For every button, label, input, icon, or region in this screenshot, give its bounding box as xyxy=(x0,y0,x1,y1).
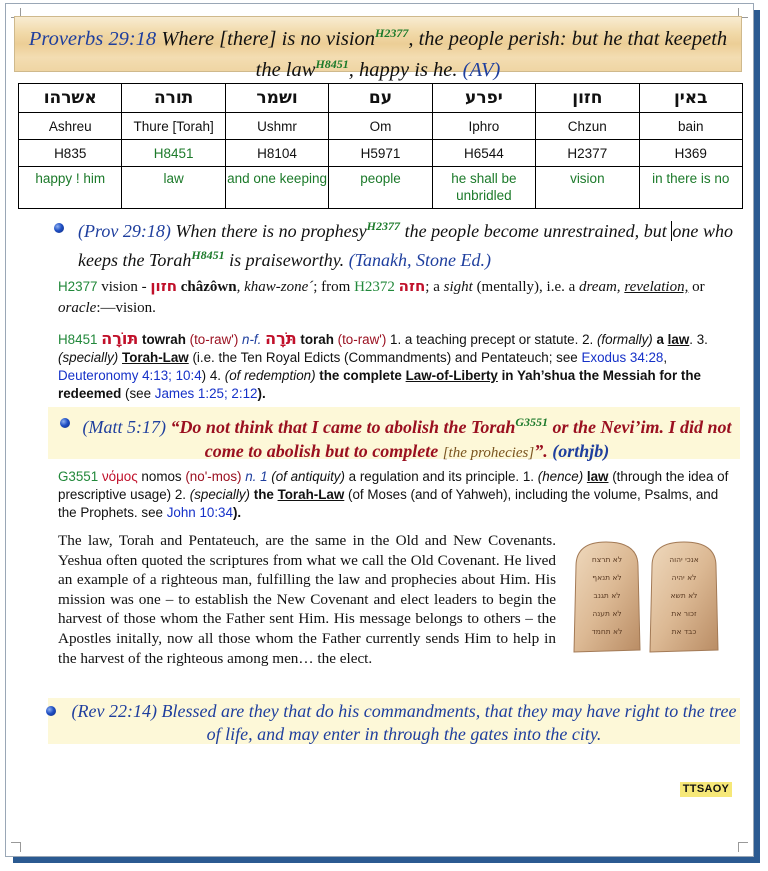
bullet-icon xyxy=(60,418,70,428)
def-text: a regulation and its principle. 1. xyxy=(344,469,538,484)
strongs-number: H2372 xyxy=(354,279,395,295)
hebrew-word: תורה xyxy=(122,84,225,113)
def-text: a xyxy=(652,332,668,347)
revelation-quote xyxy=(68,700,740,746)
meaning-cell: vision xyxy=(536,167,639,209)
def-text: (formally) xyxy=(596,332,653,347)
tablet-line: לא תנאף xyxy=(592,573,622,582)
version-label: (AV) xyxy=(462,58,501,81)
bullet-icon xyxy=(54,223,64,233)
strongs-cell: H8104 xyxy=(225,140,328,167)
scripture-link[interactable]: Exodus 34:28 xyxy=(581,350,664,365)
pronunciation: (to-raw') xyxy=(333,332,387,347)
verse-text: , happy is he. xyxy=(348,58,463,81)
quote-text: the people become unrestrained, but xyxy=(399,221,672,241)
source-label: (Tanakh, Stone Ed.) xyxy=(348,250,492,270)
definition-h8451 xyxy=(58,330,738,403)
greek-word: νόμος xyxy=(98,469,138,484)
def-text: ; a xyxy=(425,279,444,295)
verse-text: , the people perish: but he that keepeth the law xyxy=(255,27,728,81)
def-text: ; from xyxy=(313,279,355,295)
tablet-line: לא תגנב xyxy=(593,591,621,600)
def-text: ) 4. xyxy=(201,368,225,383)
strongs-ref: H8451 xyxy=(315,56,349,71)
hebrew-word: תֹּרָה xyxy=(265,329,297,348)
def-text: sight xyxy=(443,279,473,295)
verse-reference: (Prov 29:18) xyxy=(78,221,171,241)
tablet-line: לא תשא xyxy=(670,591,698,600)
footer-tag: TTSAOY xyxy=(680,782,732,797)
strongs-cell: H6544 xyxy=(432,140,535,167)
strongs-ref: G3551 xyxy=(515,415,549,429)
def-text: the complete xyxy=(315,368,406,383)
hebrew-word: ושמר xyxy=(225,84,328,113)
def-text: (through the idea of prescriptive usage) 2. xyxy=(58,469,729,502)
corner-mark xyxy=(11,842,21,852)
quote-text: or the Nevi’im. I did not come to abolish but to complete xyxy=(204,417,732,461)
def-text: (specially) xyxy=(189,487,251,502)
def-text: (mentally), i.e. a xyxy=(472,279,580,295)
def-text: law xyxy=(667,332,690,347)
pronunciation: (to-raw') xyxy=(185,332,239,347)
verse-reference: (Matt 5:17) xyxy=(82,417,166,437)
def-text: (hence) xyxy=(537,469,584,484)
def-text: , xyxy=(663,350,668,365)
strongs-number: G3551 xyxy=(58,469,99,484)
verse-banner xyxy=(14,16,742,81)
translit: châzôwn xyxy=(177,279,237,295)
quote-note: [the prohecies] xyxy=(442,445,535,461)
quote-text: “Do not think that I came to abolish the Torah xyxy=(165,417,516,437)
commentary-paragraph: The law, Torah and Pentateuch, are the same in the Old and New Covenants. Yeshua often quoted the scriptures from what we call the Old Covenant. He lived an example of a righteous man, fulfilling the law and prophecies about Him. His mission was one – to establish the New Covenant and elect leaders to begin the harvest of those whom the Father sent Him. His message belongs to others – the Apostles initally, now all those whom the Father currently sends Him to help in the harvest of the righteous among men… the elect. xyxy=(58,532,556,667)
def-text: ). xyxy=(232,505,242,520)
verse-text: Where [there] is no vision xyxy=(156,27,376,50)
meaning-cell: people xyxy=(329,167,432,209)
strongs-ref: H2377 xyxy=(366,219,400,233)
hebrew-word: חזה xyxy=(398,277,426,295)
translit-cell: Thure [Torah] xyxy=(122,113,225,140)
def-text: (of Moses (and of Yahweh), including the volume, Psalms, and the Prophets. see xyxy=(58,487,719,520)
def-text: (of antiquity) xyxy=(271,469,345,484)
hebrew-word: חזון xyxy=(150,277,177,295)
def-text: the xyxy=(250,487,278,502)
strongs-cell: H2377 xyxy=(536,140,639,167)
transliteration-row xyxy=(19,113,743,140)
def-text: (see xyxy=(121,386,155,401)
translit: nomos xyxy=(137,469,182,484)
def-text: Torah-Law xyxy=(277,487,345,502)
strongs-cell: H5971 xyxy=(329,140,432,167)
strongs-cell: H369 xyxy=(639,140,742,167)
def-text: (specially) xyxy=(58,350,119,365)
part-of-speech: n. 1 xyxy=(241,469,272,484)
def-text: 1. a teaching precept or statute. 2. xyxy=(386,332,597,347)
hebrew-word: חזון xyxy=(536,84,639,113)
def-text: ). xyxy=(257,386,266,401)
tablet-line: לא תענה xyxy=(592,609,622,618)
quote-text: one who keeps the Torah xyxy=(78,221,733,270)
tablet-line: לא יהיה xyxy=(671,573,697,582)
pronunciation: , khaw-zone´ xyxy=(236,279,314,295)
def-text: vision - xyxy=(97,279,151,295)
def-text: Torah-Law xyxy=(122,350,189,365)
scripture-link[interactable]: John 10:34 xyxy=(166,505,233,520)
strongs-cell: H835 xyxy=(19,140,122,167)
meaning-cell: in there is no xyxy=(639,167,742,209)
strongs-number: H2377 xyxy=(58,279,98,294)
verse-reference: Proverbs 29:18 xyxy=(28,27,157,50)
interlinear-table xyxy=(18,83,743,209)
pronunciation: (no'-mos) xyxy=(181,469,242,484)
def-text: . 3. xyxy=(689,332,708,347)
def-text: (of redemption) xyxy=(224,368,316,383)
definition-h2377 xyxy=(58,276,738,319)
hebrew-word: אשרהו xyxy=(19,84,122,113)
tablet-line: זכור את xyxy=(671,609,697,618)
def-text: (i.e. the Ten Royal Edicts (Commandments) and Pentateuch; see xyxy=(188,350,582,365)
source-label: (orthjb) xyxy=(552,441,610,461)
hebrew-word: תּוֹרָה xyxy=(101,329,139,348)
def-text: dream, xyxy=(579,279,621,295)
quote-text: Blessed are they that do his commandments, that they may have right to the tree of life, and may enter in through the gates into the city. xyxy=(156,701,737,744)
def-text: oracle xyxy=(58,300,97,316)
def-text: Law-of-Liberty xyxy=(405,368,498,383)
bullet-icon xyxy=(46,706,56,716)
verse-reference: (Rev 22:14) xyxy=(71,701,157,721)
corner-mark xyxy=(738,842,748,852)
def-text: law xyxy=(586,469,609,484)
meaning-cell: law xyxy=(122,167,225,209)
strongs-number: H8451 xyxy=(58,332,98,347)
translit-cell: Iphro xyxy=(432,113,535,140)
translit-cell: Ushmr xyxy=(225,113,328,140)
scripture-link[interactable]: James 1:25; 2:12 xyxy=(154,386,258,401)
hebrew-word: עם xyxy=(329,84,432,113)
hebrew-word: באין xyxy=(639,84,742,113)
translit-cell: bain xyxy=(639,113,742,140)
translit: torah xyxy=(300,332,334,347)
meaning-cell: he shall be unbridled xyxy=(432,167,535,209)
strongs-ref: H8451 xyxy=(191,248,225,262)
quote-text: is praiseworthy. xyxy=(224,250,349,270)
def-text: in Yah’shua the Messiah for the redeemed xyxy=(58,368,701,401)
scripture-link[interactable]: Deuteronomy 4:13; 10:4 xyxy=(58,368,202,383)
tanakh-quote xyxy=(78,214,733,272)
strongs-ref: H2377 xyxy=(375,26,409,40)
translit: towrah xyxy=(141,332,186,347)
tablet-line: אנכי יהוה xyxy=(669,555,699,564)
hebrew-row xyxy=(19,84,743,113)
translit-cell: Chzun xyxy=(536,113,639,140)
translit-cell: Om xyxy=(329,113,432,140)
matthew-quote xyxy=(82,410,732,465)
commandment-tablets-image xyxy=(572,540,722,656)
strongs-cell: H8451 xyxy=(122,140,225,167)
tablet-line: לא תחמד xyxy=(591,627,623,636)
strongs-row xyxy=(19,140,743,167)
def-text: revelation, xyxy=(624,279,689,295)
meaning-row xyxy=(19,167,743,209)
meaning-cell: and one keeping xyxy=(225,167,328,209)
hebrew-word: יפרע xyxy=(432,84,535,113)
quote-text: ”. xyxy=(534,441,553,461)
definition-g3551 xyxy=(58,468,738,522)
def-text: or xyxy=(688,279,705,295)
def-text: :—vision. xyxy=(96,300,156,316)
translit-cell: Ashreu xyxy=(19,113,122,140)
part-of-speech: n-f. xyxy=(238,332,262,347)
quote-text: When there is no prophesy xyxy=(170,221,367,241)
tablet-line: כבד את xyxy=(671,627,697,636)
tablet-line: לא תרצח xyxy=(591,555,623,564)
meaning-cell: happy ! him xyxy=(19,167,122,209)
